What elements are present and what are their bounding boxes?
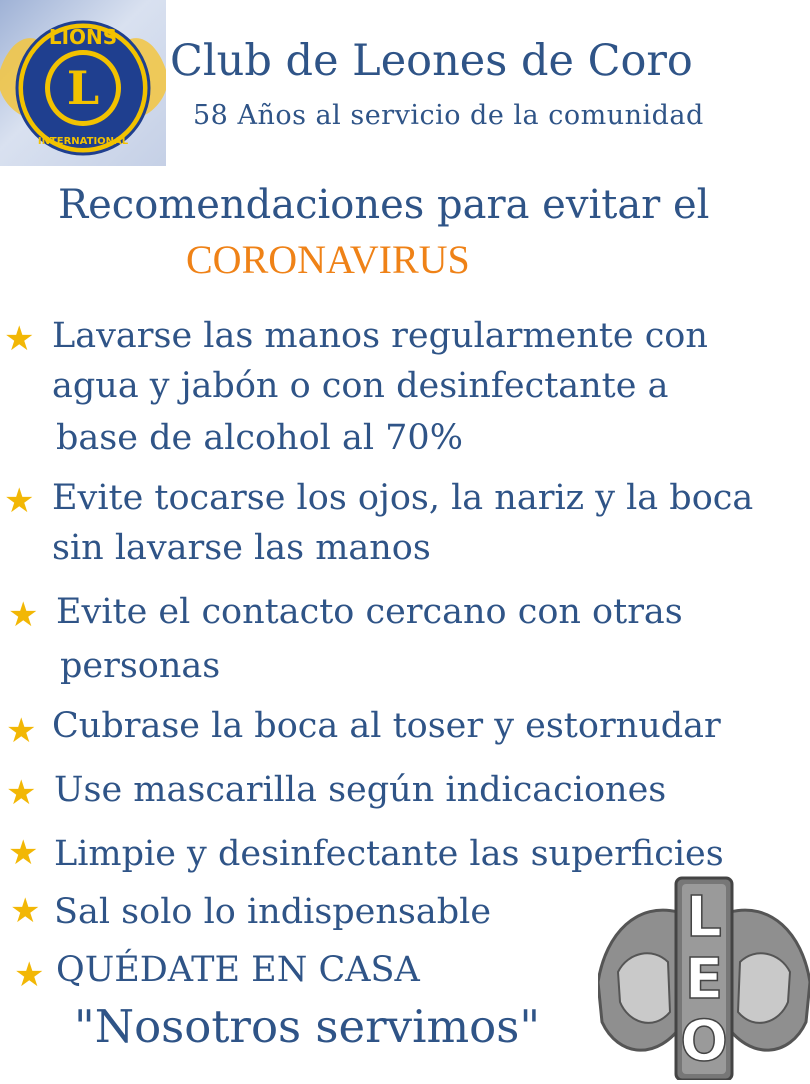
leo-logo <box>598 872 810 1080</box>
lions-logo-letter: L <box>66 61 100 115</box>
recommendation-1-line-1: Lavarse las manos regularmente con <box>52 316 708 356</box>
recommendation-6: Limpie y desinfectante las superficies <box>54 834 724 874</box>
star-icon: ★ <box>8 833 39 873</box>
recommendation-1-line-2: agua y jabón o con desinfectante a <box>52 366 669 406</box>
star-icon: ★ <box>4 481 35 521</box>
recommendation-3-line-2: personas <box>60 646 221 686</box>
recommendation-2-line-2: sin lavarse las manos <box>52 528 431 568</box>
years-of-service: 58 Años al servicio de la comunidad <box>193 100 704 131</box>
heading-coronavirus: CORONAVIRUS <box>186 237 470 282</box>
leo-letter-l: L <box>686 885 722 950</box>
leo-letter-e: E <box>684 947 724 1012</box>
star-icon: ★ <box>8 595 39 635</box>
lions-logo-bottom-text: INTERNATIONAL <box>37 136 129 147</box>
lions-logo-top-text: LIONS <box>48 25 118 49</box>
recommendation-5: Use mascarilla según indicaciones <box>54 770 667 810</box>
star-icon: ★ <box>4 319 35 359</box>
leo-letter-o: O <box>680 1009 728 1074</box>
recommendation-3-line-1: Evite el contacto cercano con otras <box>56 592 683 632</box>
star-icon: ★ <box>6 773 37 813</box>
lions-logo <box>0 0 166 166</box>
heading-line-1: Recomendaciones para evitar el <box>58 182 710 228</box>
recommendation-2-line-1: Evite tocarse los ojos, la nariz y la boca <box>52 478 754 518</box>
club-name: Club de Leones de Coro <box>170 36 693 86</box>
star-icon: ★ <box>10 891 41 931</box>
recommendation-1-line-3: base de alcohol al 70% <box>56 418 463 458</box>
slogan: "Nosotros servimos" <box>74 1000 541 1053</box>
lions-logo-panel <box>0 0 166 166</box>
recommendation-4: Cubrase la boca al toser y estornudar <box>52 706 721 746</box>
recommendation-8: QUÉDATE EN CASA <box>56 950 420 990</box>
star-icon: ★ <box>6 711 37 751</box>
star-icon: ★ <box>14 955 45 995</box>
recommendation-7: Sal solo lo indispensable <box>54 892 492 932</box>
